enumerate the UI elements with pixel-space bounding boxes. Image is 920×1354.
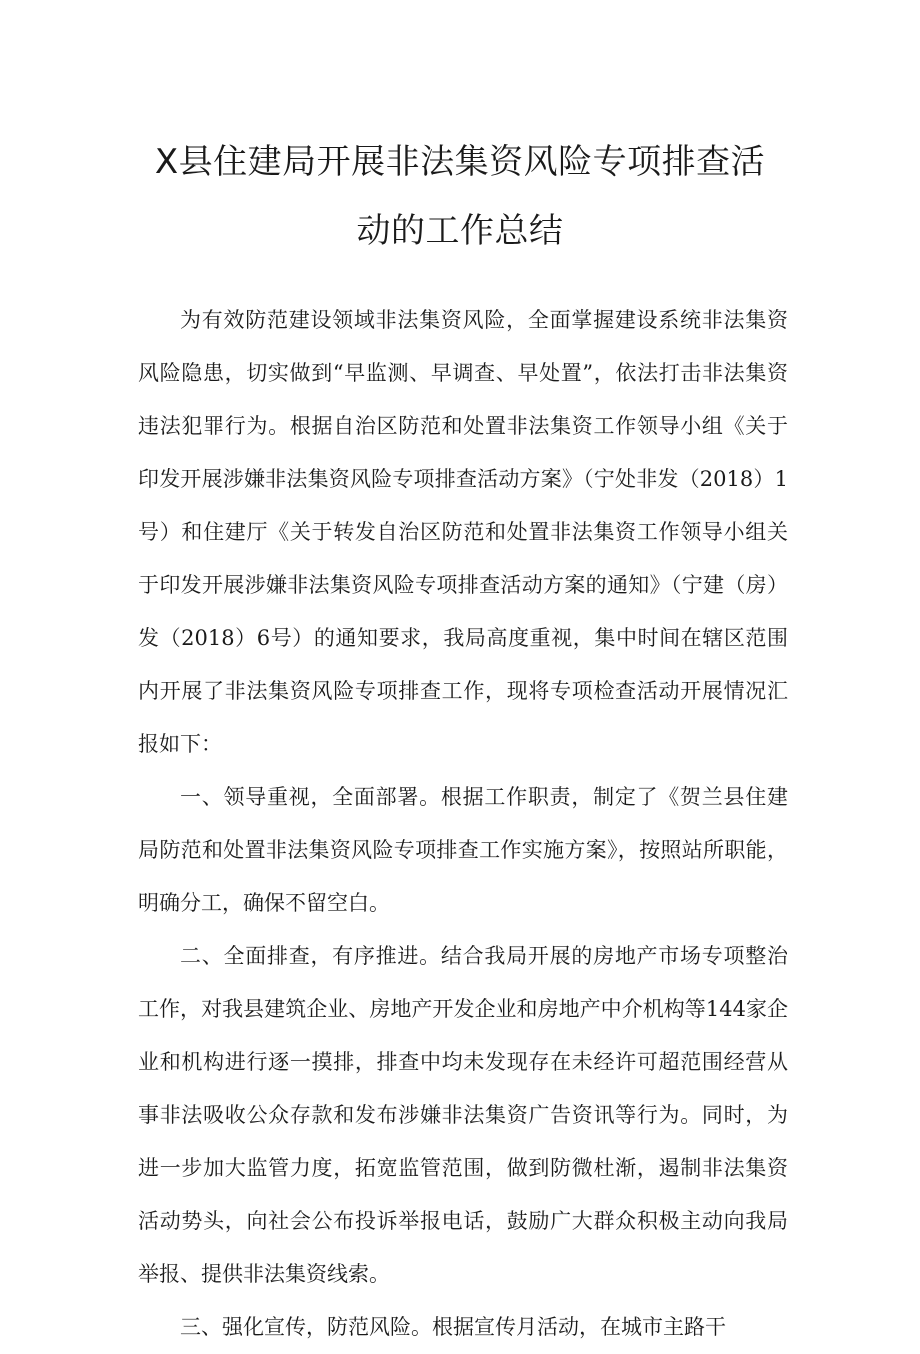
paragraph-section-1: 一、领导重视，全面部署。根据工作职责，制定了《贺兰县住建局防范和处置非法集资风险专项排查工作实施方案》，按照站所职能，明确分工，确保不留空白。 [138, 785, 788, 915]
document-title-line-2: 动的工作总结 [356, 211, 564, 251]
paragraph-intro: 为有效防范建设领域非法集资风险，全面掌握建设系统非法集资风险隐患，切实做到“早监测、早调查、早处置”，依法打击非法集资违法犯罪行为。根据自治区防范和处置非法集资工作领导小组《关于印发开展涉嫌非法集资风险专项排查活动方案》（宁处非发（2018）1号）和住建厅《关于转发自治区防范和处置非法集资工作领导小组关于印发开展涉嫌非法集资风险专项排查活动方案的通知》（宁建（房）发（2018）6号）的通知要求，我局高度重视，集中时间在辖区范围内开展了非法集资风险专项排查工作，现将专项检查活动开展情况汇报如下： [138, 308, 788, 756]
paragraph-section-3: 三、强化宣传，防范风险。根据宣传月活动，在城市主路干 [180, 1315, 726, 1339]
paragraph-section-2: 二、全面排查，有序推进。结合我局开展的房地产市场专项整治工作，对我县建筑企业、房地产开发企业和房地产中介机构等144家企业和机构进行逐一摸排，排查中均未发现存在未经许可超范围经营从事非法吸收公众存款和发布涉嫌非法集资广告资讯等行为。同时，为进一步加大监管力度，拓宽监管范围，做到防微杜渐，遏制非法集资活动势头，向社会公布投诉举报电话，鼓励广大群众积极主动向我局举报、提供非法集资线索。 [138, 944, 788, 1286]
document-title-line-1: X县住建局开展非法集资风险专项排查活 [154, 142, 766, 182]
document-body [138, 294, 788, 1354]
